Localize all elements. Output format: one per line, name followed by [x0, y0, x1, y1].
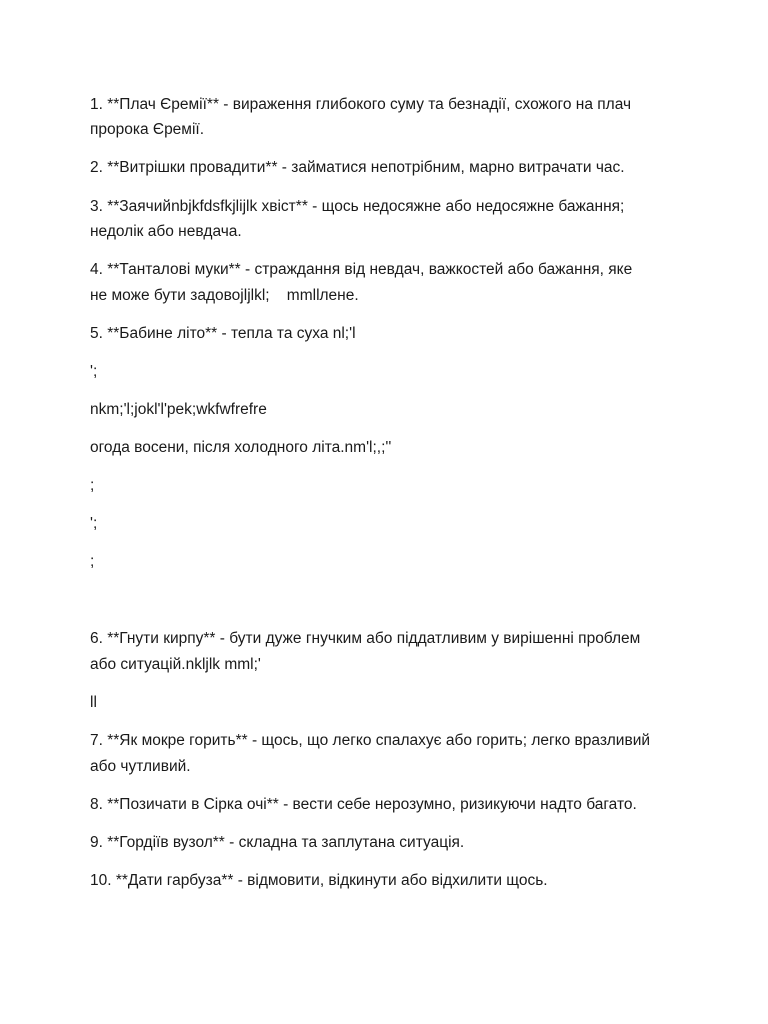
- text-line: 1. **Плач Єремії** - вираження глибокого суму та безнадії, схожого на плач: [90, 96, 632, 113]
- text-line: ;: [90, 477, 95, 494]
- text-line: ;: [90, 553, 95, 570]
- text-line: 10. **Дати гарбуза** - відмовити, відкинути або відхилити щось.: [90, 872, 548, 889]
- text-line: 7. **Як мокре горить** - щось, що легко спалахує або горить; легко вразливий: [90, 732, 651, 749]
- text-line: не може бути задовоjljlkl; mmllлене.: [90, 287, 359, 304]
- text-line: 8. **Позичати в Сірка очі** - вести себе нерозумно, ризикуючи надто багато.: [90, 796, 637, 813]
- text-line: nkm;'l;jokl'l'pek;wkfwfrefre: [90, 401, 267, 418]
- text-line: 6. **Гнути кирпу** - бути дуже гнучким або піддатливим у вирішенні проблем: [90, 630, 641, 647]
- text-line: 4. **Танталові муки** - страждання від невдач, важкостей або бажання, яке: [90, 261, 633, 278]
- text-line: ';: [90, 363, 98, 380]
- text-line: 2. **Витрішки провадити** - займатися непотрібним, марно витрачати час.: [90, 159, 625, 176]
- text-line: 5. **Бабине літо** - тепла та суха nl;'l: [90, 325, 356, 342]
- text-line: 9. **Гордіїв вузол** - складна та заплутана ситуація.: [90, 834, 465, 851]
- text-line: ll: [90, 694, 97, 711]
- text-line: ';: [90, 515, 98, 532]
- text-line: недолік або невдача.: [90, 223, 242, 240]
- text-line: або ситуацій.nkljlk mml;': [90, 656, 261, 673]
- text-line: або чутливий.: [90, 758, 191, 775]
- text-line: пророка Єремії.: [90, 121, 205, 138]
- text-line: огода восени, після холодного літа.nm'l;,;'': [90, 439, 392, 456]
- text-line: 3. **Заячийnbjkfdsfkjlijlk хвіст** - щось недосяжне або недосяжне бажання;: [90, 198, 625, 215]
